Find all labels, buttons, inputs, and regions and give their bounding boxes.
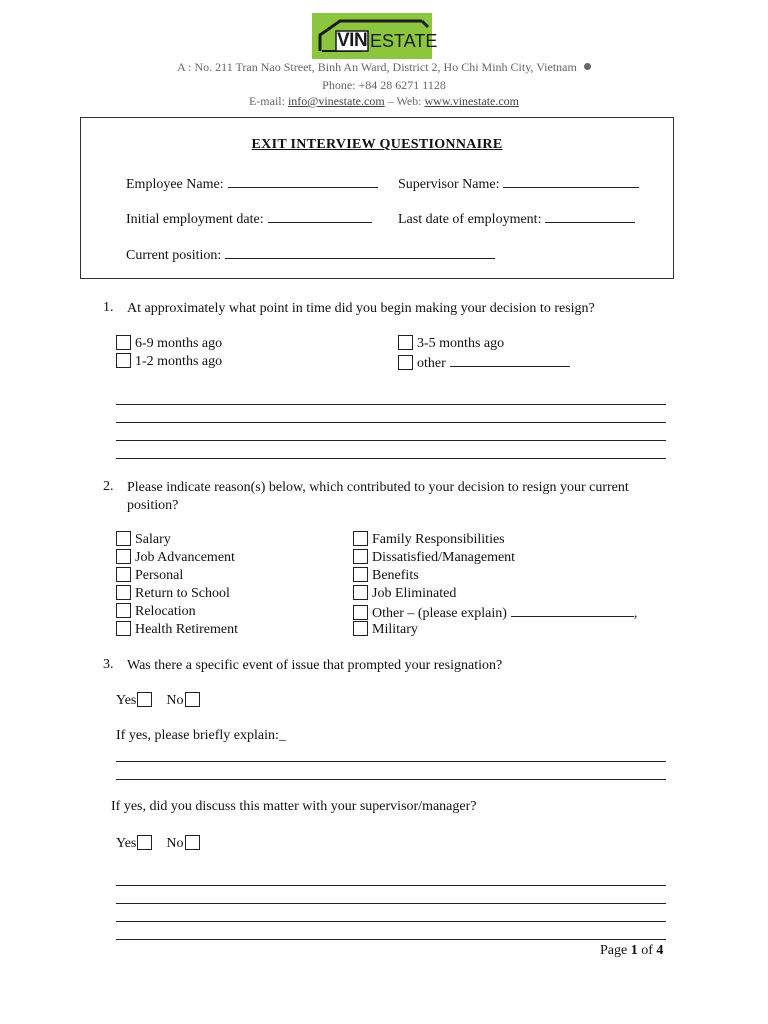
form-title: EXIT INTERVIEW QUESTIONNAIRE	[251, 137, 503, 152]
answer-line[interactable]	[116, 939, 666, 940]
q2-option[interactable]: Job Eliminated	[353, 585, 637, 603]
q2-option[interactable]: Health Retirement	[116, 621, 238, 639]
employee-name-field[interactable]: Employee Name:	[126, 174, 378, 193]
q2-number: 2.	[103, 479, 114, 494]
checkbox[interactable]	[398, 355, 413, 370]
page-number: Page 1 of 4	[600, 943, 664, 958]
answer-line[interactable]	[116, 903, 666, 904]
web-link[interactable]: www.vinestate.com	[424, 94, 520, 108]
q3-text: Was there a specific event of issue that prompted your resignation?	[127, 658, 503, 673]
checkbox[interactable]	[116, 335, 131, 350]
q2-right-options	[353, 531, 637, 639]
last-date-field[interactable]: Last date of employment:	[398, 209, 635, 228]
checkbox[interactable]	[116, 549, 131, 564]
other-explain-blank[interactable]	[511, 603, 634, 617]
q2-left-options	[116, 531, 238, 639]
answer-line[interactable]	[116, 458, 666, 459]
answer-line[interactable]	[116, 440, 666, 441]
checkbox[interactable]	[116, 353, 131, 368]
company-phone: Phone: +84 28 6271 1128	[322, 78, 446, 92]
bullet-icon	[584, 63, 591, 70]
current-position-field[interactable]: Current position:	[126, 245, 495, 264]
answer-line[interactable]	[116, 885, 666, 886]
checkbox[interactable]	[398, 335, 413, 350]
checkbox[interactable]	[116, 621, 131, 636]
company-address: A : No. 211 Tran Nao Street, Binh An Ward, District 2, Ho Chi Minh City, Vietnam	[0, 60, 768, 75]
q2-option[interactable]: Job Advancement	[116, 549, 238, 567]
q3-number: 3.	[103, 657, 114, 672]
logo-text-vin: VIN	[337, 30, 368, 51]
checkbox[interactable]	[353, 605, 368, 620]
q2-option[interactable]: Family Responsibilities	[353, 531, 637, 549]
q1-option-other[interactable]: other	[398, 353, 570, 371]
checkbox[interactable]	[116, 603, 131, 618]
checkbox[interactable]	[116, 585, 131, 600]
q3-explain-label: If yes, please briefly explain:_	[116, 728, 286, 743]
q1-number: 1.	[103, 300, 114, 315]
q2-option[interactable]: Benefits	[353, 567, 637, 585]
checkbox[interactable]	[353, 549, 368, 564]
q2-option[interactable]: Personal	[116, 567, 238, 585]
answer-line[interactable]	[116, 404, 666, 405]
email-link[interactable]: info@vinestate.com	[287, 94, 385, 108]
current-position-blank[interactable]	[225, 245, 495, 259]
q2-option[interactable]: Military	[353, 621, 637, 639]
q1-option[interactable]: 1-2 months ago	[116, 353, 222, 371]
yes-checkbox[interactable]	[137, 835, 152, 850]
answer-line[interactable]	[116, 422, 666, 423]
supervisor-name-blank[interactable]	[503, 174, 639, 188]
no-checkbox[interactable]	[185, 835, 200, 850]
q2-text: Please indicate reason(s) below, which contributed to your decision to resign your current position?	[127, 480, 629, 513]
last-date-blank[interactable]	[545, 209, 635, 223]
checkbox[interactable]	[116, 531, 131, 546]
q2-option[interactable]: Return to School	[116, 585, 238, 603]
q1-option[interactable]: 3-5 months ago	[398, 335, 504, 353]
checkbox[interactable]	[116, 567, 131, 582]
answer-line[interactable]	[116, 761, 666, 762]
logo-text-estate: ESTATE	[370, 31, 438, 51]
q3-discuss-yes-no: Yes No	[116, 835, 204, 853]
initial-date-blank[interactable]	[268, 209, 372, 223]
q2-option[interactable]: Relocation	[116, 603, 238, 621]
checkbox[interactable]	[353, 567, 368, 582]
employee-name-blank[interactable]	[228, 174, 378, 188]
checkbox[interactable]	[353, 621, 368, 636]
yes-checkbox[interactable]	[137, 692, 152, 707]
company-logo	[312, 13, 438, 59]
q1-option[interactable]: 6-9 months ago	[116, 335, 222, 353]
other-blank[interactable]	[450, 353, 570, 367]
company-contacts: E-mail: info@vinestate.com – Web: www.vinestate.com	[248, 94, 520, 108]
initial-date-field[interactable]: Initial employment date:	[126, 209, 372, 228]
checkbox[interactable]	[353, 531, 368, 546]
q3-yes-no: Yes No	[116, 692, 204, 710]
answer-line[interactable]	[116, 779, 666, 780]
no-checkbox[interactable]	[185, 692, 200, 707]
supervisor-name-field[interactable]: Supervisor Name:	[398, 174, 639, 193]
q3-discuss-text: If yes, did you discuss this matter with your supervisor/manager?	[111, 799, 477, 814]
checkbox[interactable]	[353, 585, 368, 600]
q1-text: At approximately what point in time did you begin making your decision to resign?	[127, 301, 595, 316]
q2-option[interactable]: Salary	[116, 531, 238, 549]
answer-line[interactable]	[116, 921, 666, 922]
q2-option-other[interactable]: Other – (please explain) ,	[353, 603, 637, 621]
q2-option[interactable]: Dissatisfied/Management	[353, 549, 637, 567]
